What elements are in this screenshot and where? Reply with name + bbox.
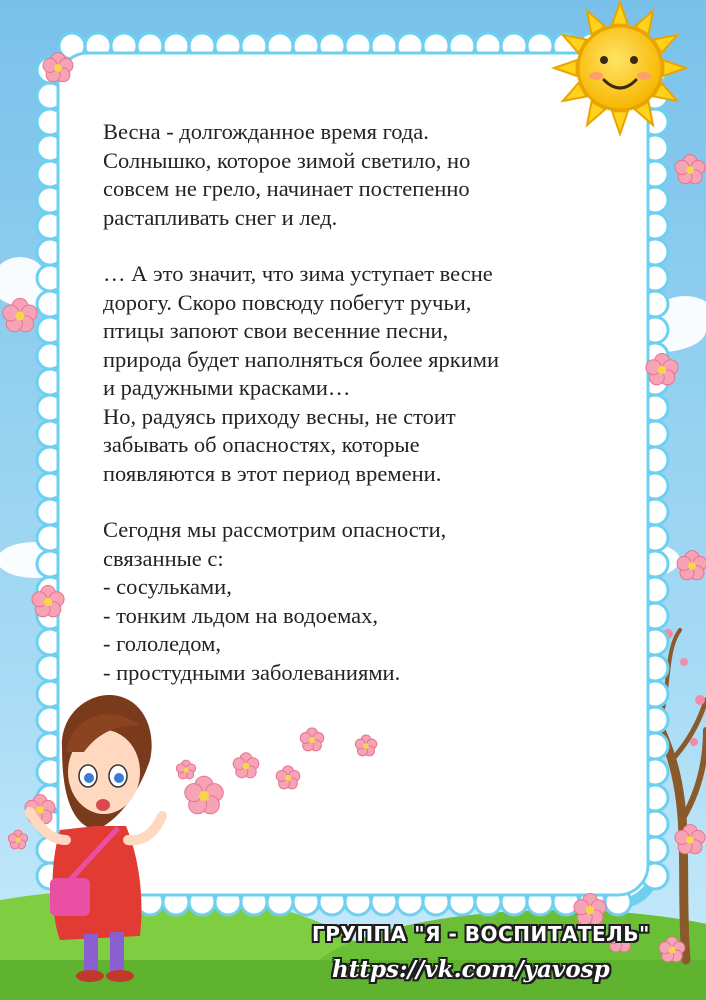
paragraph-list: [103, 516, 633, 687]
text-line: Но, радуясь приходу весны, не стоит: [103, 403, 456, 429]
text-line: дорогу. Скоро повсюду побегут ручьи,: [103, 289, 472, 315]
group-link[interactable]: https://vk.com/yavosp: [332, 956, 610, 983]
paragraph-intro: [103, 118, 633, 232]
text-line: связанные с:: [103, 545, 224, 571]
text-line: природа будет наполняться более яркими: [103, 346, 500, 372]
list-item: - сосульками,: [103, 574, 232, 599]
text-line: Сегодня мы рассмотрим опасности,: [103, 517, 447, 542]
text-line: забывать об опасностях, которые: [103, 432, 420, 457]
list-item: - тонким льдом на водоемах,: [103, 602, 379, 628]
text-line: совсем не грело, начинает постепенно: [103, 176, 470, 201]
text-line: … А это значит, что зима уступает весне: [103, 261, 493, 286]
list-item: - гололедом,: [103, 631, 221, 656]
paragraph-dangers: [103, 260, 633, 488]
list-item: - простудными заболеваниями.: [103, 659, 401, 685]
article-text: [103, 118, 633, 687]
text-line: появляются в этот период времени.: [103, 460, 442, 486]
text-line: Солнышко, которое зимой светило, но: [103, 147, 471, 173]
group-name: ГРУППА "Я - ВОСПИТАТЕЛЬ": [312, 922, 650, 946]
text-line: птицы запоют свои весенние песни,: [103, 318, 449, 343]
text-line: и радужными красками…: [103, 375, 351, 400]
text-line: Весна - долгожданное время года.: [103, 119, 429, 144]
text-line: растапливать снег и лед.: [103, 204, 338, 230]
